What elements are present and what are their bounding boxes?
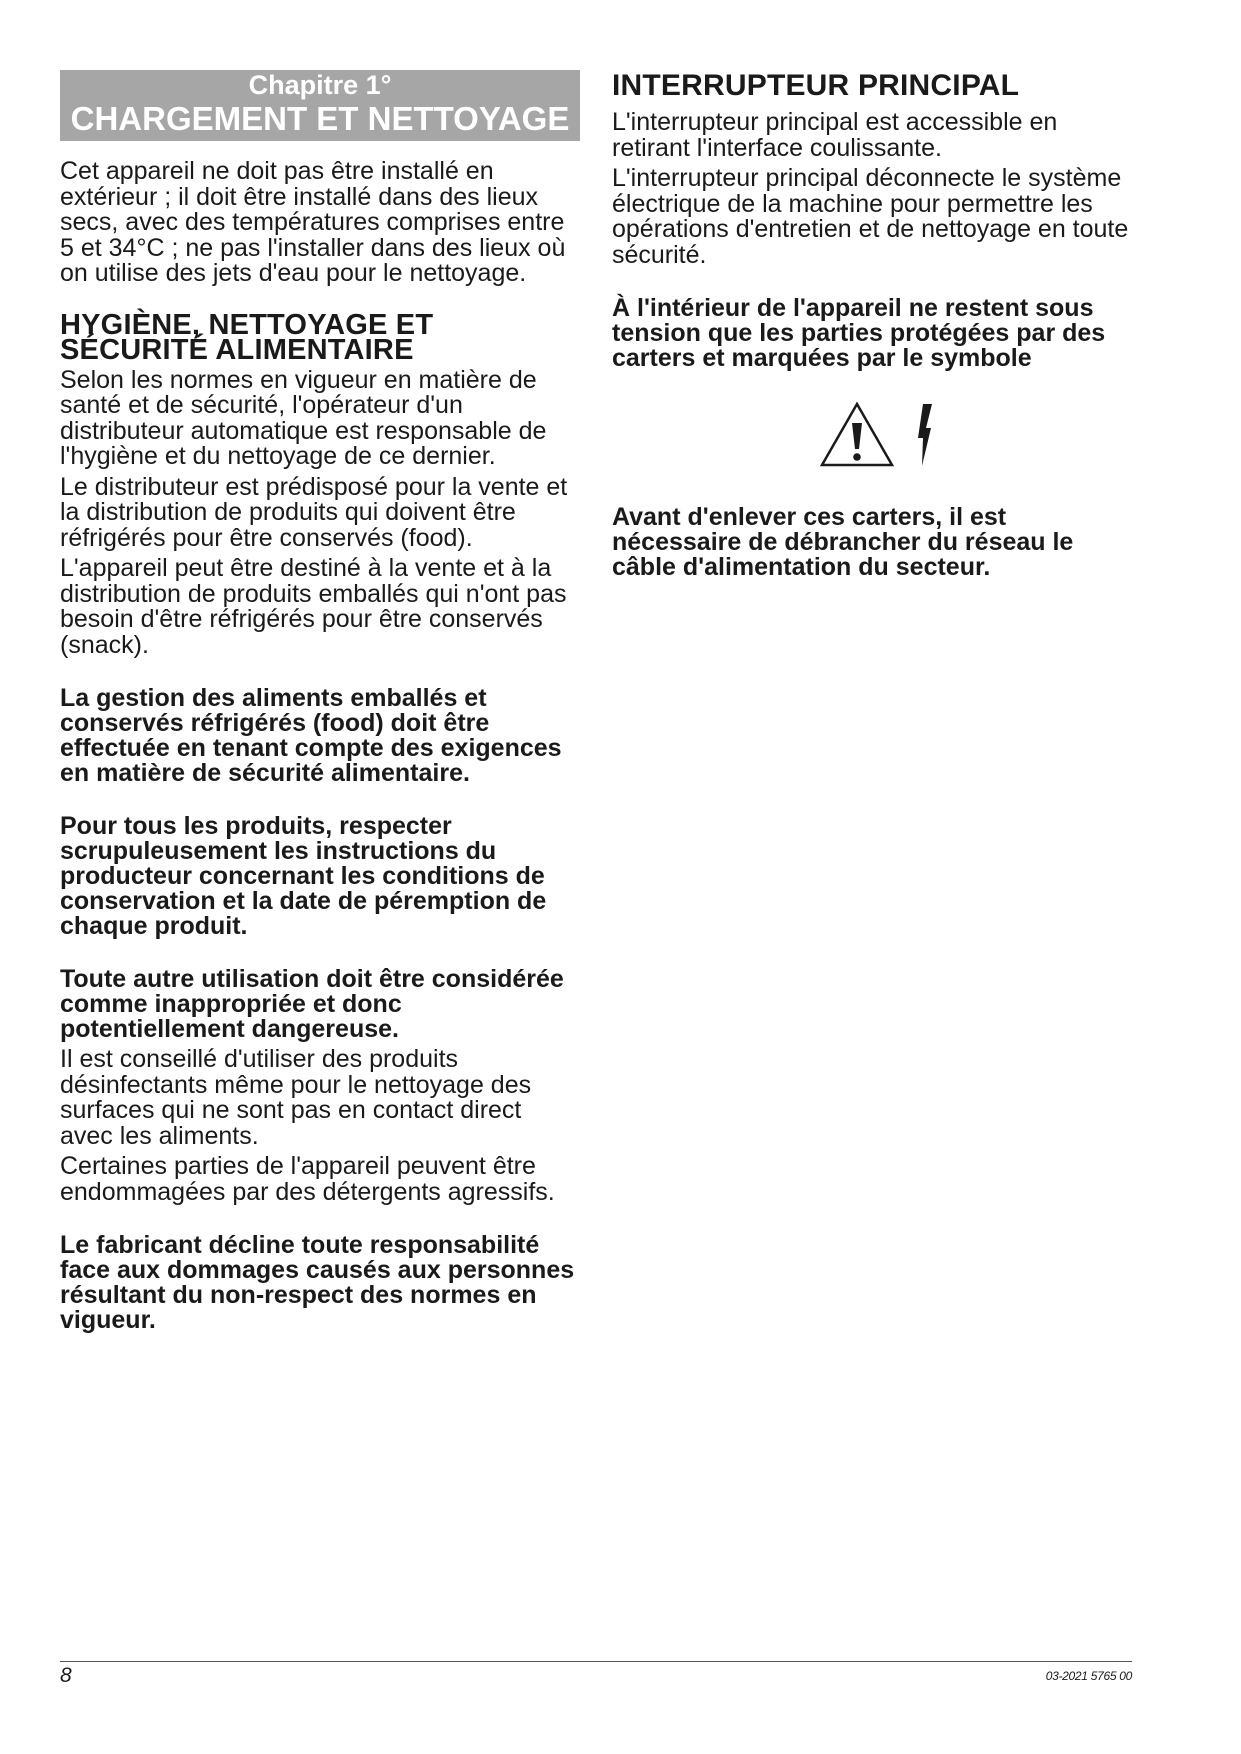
improper-use-notice: Toute autre utilisation doit être considérée comme inappropriée et donc potentiellement dangereuse.: [60, 965, 564, 1043]
live-parts-notice: À l'intérieur de l'appareil ne restent sous tension que les parties protégées par des carters et marquées par le symbole: [612, 294, 1106, 372]
hygiene-paragraph-1: Selon les normes en vigueur en matière de santé et de sécurité, l'opérateur d'un distributeur automatique est responsable de l'hygiène et du nettoyage de ce dernier.: [60, 365, 547, 470]
hygiene-paragraph-2: Le distributeur est prédisposé pour la vente et la distribution de produits qui doivent être réfrigérés pour être conservés (food).: [60, 472, 568, 552]
intro-paragraph: Cet appareil ne doit pas être installé en extérieur ; il doit être installé dans des lieux secs, avec des températures comprises entre 5 et 34°C ; ne pas l'installer dans des lieux où on utilise des jets d'eau pour le nettoyage.: [60, 157, 566, 287]
left-column: [60, 70, 580, 1333]
chapter-title: CHARGEMENT ET NETTOYAGE: [70, 100, 570, 137]
hygiene-heading: HYGIÈNE, NETTOYAGE ET SÉCURITÉ ALIMENTAIRE: [60, 308, 434, 366]
unplug-notice: Avant d'enlever ces carters, il est nécessaire de débrancher du réseau le câble d'alimentation du secteur.: [612, 503, 1074, 581]
disinfectant-paragraph: Il est conseillé d'utiliser des produits désinfectants même pour le nettoyage des surfaces qui ne sont pas en contact direct avec les aliments.: [60, 1045, 532, 1150]
hygiene-paragraph-3: L'appareil peut être destiné à la vente et à la distribution de produits emballés qui n'ont pas besoin d'être réfrigérés pour être conservés (snack).: [60, 554, 567, 659]
footer-divider: [60, 1661, 1132, 1662]
lightning-bolt-icon: [913, 402, 935, 468]
warning-symbols: [612, 401, 1132, 469]
page-number: 8: [60, 1664, 72, 1687]
chapter-banner: [60, 70, 580, 141]
document-code: 03-2021 5765 00: [1045, 1669, 1132, 1683]
chapter-number: Chapitre 1°: [248, 70, 392, 100]
main-switch-heading: INTERRUPTEUR PRINCIPAL: [612, 69, 1020, 102]
food-safety-notice: La gestion des aliments emballés et conservés réfrigérés (food) doit être effectuée en tenant compte des exigences en matière de sécurité alimentaire.: [60, 684, 562, 787]
main-switch-paragraph-2: L'interrupteur principal déconnecte le système électrique de la machine pour permettre les opérations d'entretien et de nettoyage en toute sécurité.: [612, 164, 1129, 269]
producer-instructions-notice: Pour tous les produits, respecter scrupuleusement les instructions du producteur concernant les conditions de conservation et la date de péremption de chaque produit.: [60, 812, 547, 940]
warning-triangle-icon: [819, 401, 895, 469]
detergent-paragraph: Certaines parties de l'appareil peuvent être endommagées par des détergents agressifs.: [60, 1152, 555, 1206]
right-column: [612, 70, 1132, 580]
liability-notice: Le fabricant décline toute responsabilité face aux dommages causés aux personnes résultant du non-respect des normes en vigueur.: [60, 1231, 575, 1334]
main-switch-paragraph-1: L'interrupteur principal est accessible en retirant l'interface coulissante.: [612, 108, 1058, 162]
